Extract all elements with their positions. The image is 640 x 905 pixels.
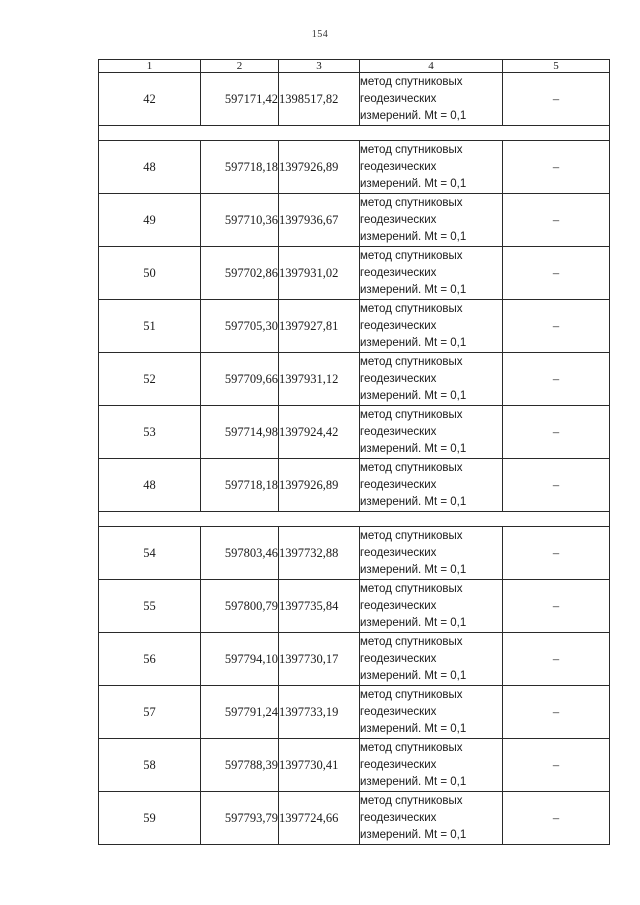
- y-coordinate-cell: 1397931,12: [279, 353, 360, 406]
- note-cell: –: [503, 580, 610, 633]
- y-coordinate-cell: 1397733,19: [279, 686, 360, 739]
- point-number-cell: 57: [99, 686, 201, 739]
- group-separator-cell: [99, 512, 610, 527]
- note-cell: –: [503, 353, 610, 406]
- group-separator-cell: [99, 126, 610, 141]
- point-number-cell: 54: [99, 527, 201, 580]
- y-coordinate-cell: 1397926,89: [279, 141, 360, 194]
- method-cell: метод спутниковых геодезических измерений. Mt = 0,1: [360, 527, 503, 580]
- note-cell: –: [503, 527, 610, 580]
- point-number-cell: 59: [99, 792, 201, 845]
- point-number-cell: 48: [99, 141, 201, 194]
- group-separator-row: [99, 126, 610, 141]
- table-row: [99, 247, 610, 300]
- method-cell: метод спутниковых геодезических измерений. Mt = 0,1: [360, 406, 503, 459]
- point-number-cell: 50: [99, 247, 201, 300]
- table-row: [99, 739, 610, 792]
- x-coordinate-cell: 597171,42: [201, 73, 279, 126]
- table-row: [99, 792, 610, 845]
- column-header: 5: [503, 60, 610, 73]
- method-cell: метод спутниковых геодезических измерений. Mt = 0,1: [360, 633, 503, 686]
- note-cell: –: [503, 739, 610, 792]
- group-separator-row: [99, 512, 610, 527]
- page-number: 154: [311, 29, 329, 40]
- method-cell: метод спутниковых геодезических измерений. Mt = 0,1: [360, 792, 503, 845]
- table-row: [99, 580, 610, 633]
- method-cell: метод спутниковых геодезических измерений. Mt = 0,1: [360, 73, 503, 126]
- column-header: 2: [201, 60, 279, 73]
- method-cell: метод спутниковых геодезических измерений. Mt = 0,1: [360, 247, 503, 300]
- point-number-cell: 42: [99, 73, 201, 126]
- y-coordinate-cell: 1398517,82: [279, 73, 360, 126]
- point-number-cell: 56: [99, 633, 201, 686]
- x-coordinate-cell: 597791,24: [201, 686, 279, 739]
- point-number-cell: 51: [99, 300, 201, 353]
- y-coordinate-cell: 1397735,84: [279, 580, 360, 633]
- method-cell: метод спутниковых геодезических измерений. Mt = 0,1: [360, 580, 503, 633]
- x-coordinate-cell: 597702,86: [201, 247, 279, 300]
- table-row: [99, 141, 610, 194]
- table-row: [99, 686, 610, 739]
- note-cell: –: [503, 141, 610, 194]
- method-cell: метод спутниковых геодезических измерений. Mt = 0,1: [360, 194, 503, 247]
- method-cell: метод спутниковых геодезических измерений. Mt = 0,1: [360, 141, 503, 194]
- method-cell: метод спутниковых геодезических измерений. Mt = 0,1: [360, 459, 503, 512]
- point-number-cell: 48: [99, 459, 201, 512]
- column-header: 1: [99, 60, 201, 73]
- y-coordinate-cell: 1397724,66: [279, 792, 360, 845]
- table-row: [99, 73, 610, 126]
- y-coordinate-cell: 1397931,02: [279, 247, 360, 300]
- table-row: [99, 459, 610, 512]
- note-cell: –: [503, 73, 610, 126]
- table-row: [99, 353, 610, 406]
- table-header-row: [99, 60, 610, 73]
- x-coordinate-cell: 597794,10: [201, 633, 279, 686]
- y-coordinate-cell: 1397936,67: [279, 194, 360, 247]
- point-number-cell: 53: [99, 406, 201, 459]
- point-number-cell: 49: [99, 194, 201, 247]
- method-cell: метод спутниковых геодезических измерений. Mt = 0,1: [360, 300, 503, 353]
- point-number-cell: 58: [99, 739, 201, 792]
- x-coordinate-cell: 597705,30: [201, 300, 279, 353]
- point-number-cell: 55: [99, 580, 201, 633]
- x-coordinate-cell: 597718,18: [201, 141, 279, 194]
- column-header: 4: [360, 60, 503, 73]
- table-row: [99, 633, 610, 686]
- table-row: [99, 406, 610, 459]
- y-coordinate-cell: 1397926,89: [279, 459, 360, 512]
- note-cell: –: [503, 633, 610, 686]
- table-row: [99, 527, 610, 580]
- column-header: 3: [279, 60, 360, 73]
- method-cell: метод спутниковых геодезических измерений. Mt = 0,1: [360, 739, 503, 792]
- y-coordinate-cell: 1397732,88: [279, 527, 360, 580]
- method-cell: метод спутниковых геодезических измерений. Mt = 0,1: [360, 353, 503, 406]
- y-coordinate-cell: 1397924,42: [279, 406, 360, 459]
- y-coordinate-cell: 1397730,17: [279, 633, 360, 686]
- x-coordinate-cell: 597714,98: [201, 406, 279, 459]
- note-cell: –: [503, 792, 610, 845]
- note-cell: –: [503, 406, 610, 459]
- method-cell: метод спутниковых геодезических измерений. Mt = 0,1: [360, 686, 503, 739]
- x-coordinate-cell: 597793,79: [201, 792, 279, 845]
- note-cell: –: [503, 300, 610, 353]
- note-cell: –: [503, 459, 610, 512]
- y-coordinate-cell: 1397730,41: [279, 739, 360, 792]
- x-coordinate-cell: 597803,46: [201, 527, 279, 580]
- table-row: [99, 194, 610, 247]
- x-coordinate-cell: 597788,39: [201, 739, 279, 792]
- x-coordinate-cell: 597718,18: [201, 459, 279, 512]
- x-coordinate-cell: 597710,36: [201, 194, 279, 247]
- x-coordinate-cell: 597709,66: [201, 353, 279, 406]
- table-row: [99, 300, 610, 353]
- note-cell: –: [503, 194, 610, 247]
- point-number-cell: 52: [99, 353, 201, 406]
- note-cell: –: [503, 686, 610, 739]
- note-cell: –: [503, 247, 610, 300]
- x-coordinate-cell: 597800,79: [201, 580, 279, 633]
- coordinates-table: [98, 59, 610, 845]
- y-coordinate-cell: 1397927,81: [279, 300, 360, 353]
